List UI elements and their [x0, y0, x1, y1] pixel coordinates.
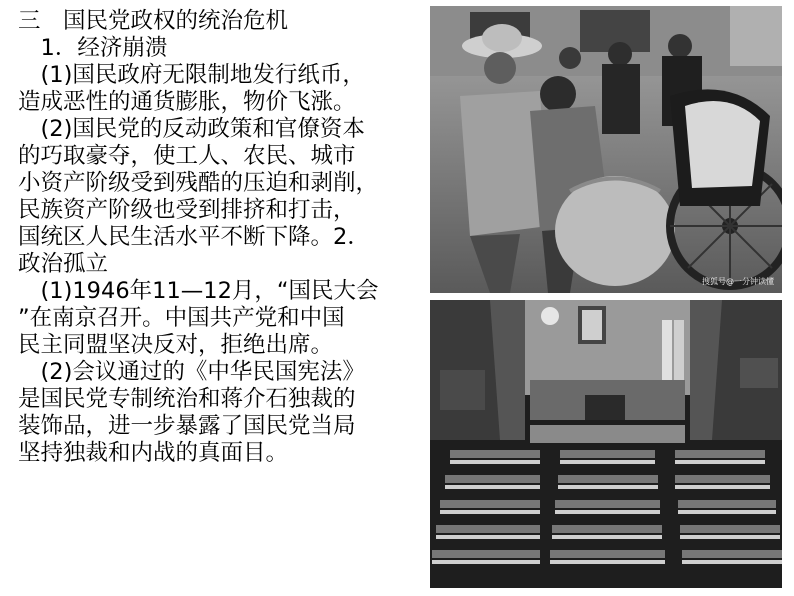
text-line: 装饰品，进一步暴露了国民党当局	[18, 413, 356, 439]
photo-national-assembly	[430, 300, 782, 588]
text-line: (1)1946年11—12月，“国民大会	[18, 278, 379, 304]
photo-national-assembly-illustration	[430, 300, 782, 588]
text-line: 国统区人民生活水平不断下降。2．	[18, 224, 370, 250]
subheading-economy: 1．经济崩溃	[18, 35, 168, 61]
text-line: 小资产阶级受到残酷的压迫和剥削，	[18, 170, 379, 196]
text-line: 是国民党专制统治和蒋介石独裁的	[18, 386, 356, 412]
photo-money-sacks-illustration	[430, 6, 782, 293]
text-line: (1)国民政府无限制地发行纸币，	[18, 62, 365, 88]
text-line: 民主同盟坚决反对，拒绝出席。	[18, 332, 334, 358]
text-line: 坚持独裁和内战的真面目。	[18, 440, 289, 466]
text-line: (2)会议通过的《中华民国宪法》	[18, 359, 365, 385]
photo-credit: 搜狐号@一分钟读懂	[702, 277, 774, 286]
text-line: ”在南京召开。中国共产党和中国	[18, 305, 345, 331]
section-title: 三 国民党政权的统治危机	[18, 8, 289, 34]
text-line: (2)国民党的反动政策和官僚资本	[18, 116, 365, 142]
text-line: 民族资产阶级也受到排挤和打击，	[18, 197, 356, 223]
text-line: 的巧取豪夺，使工人、农民、城市	[18, 143, 356, 169]
subheading-politics: 政治孤立	[18, 251, 109, 277]
lesson-text	[18, 8, 430, 467]
text-line: 造成恶性的通货膨胀，物价飞涨。	[18, 89, 356, 115]
photo-money-sacks	[430, 6, 782, 293]
